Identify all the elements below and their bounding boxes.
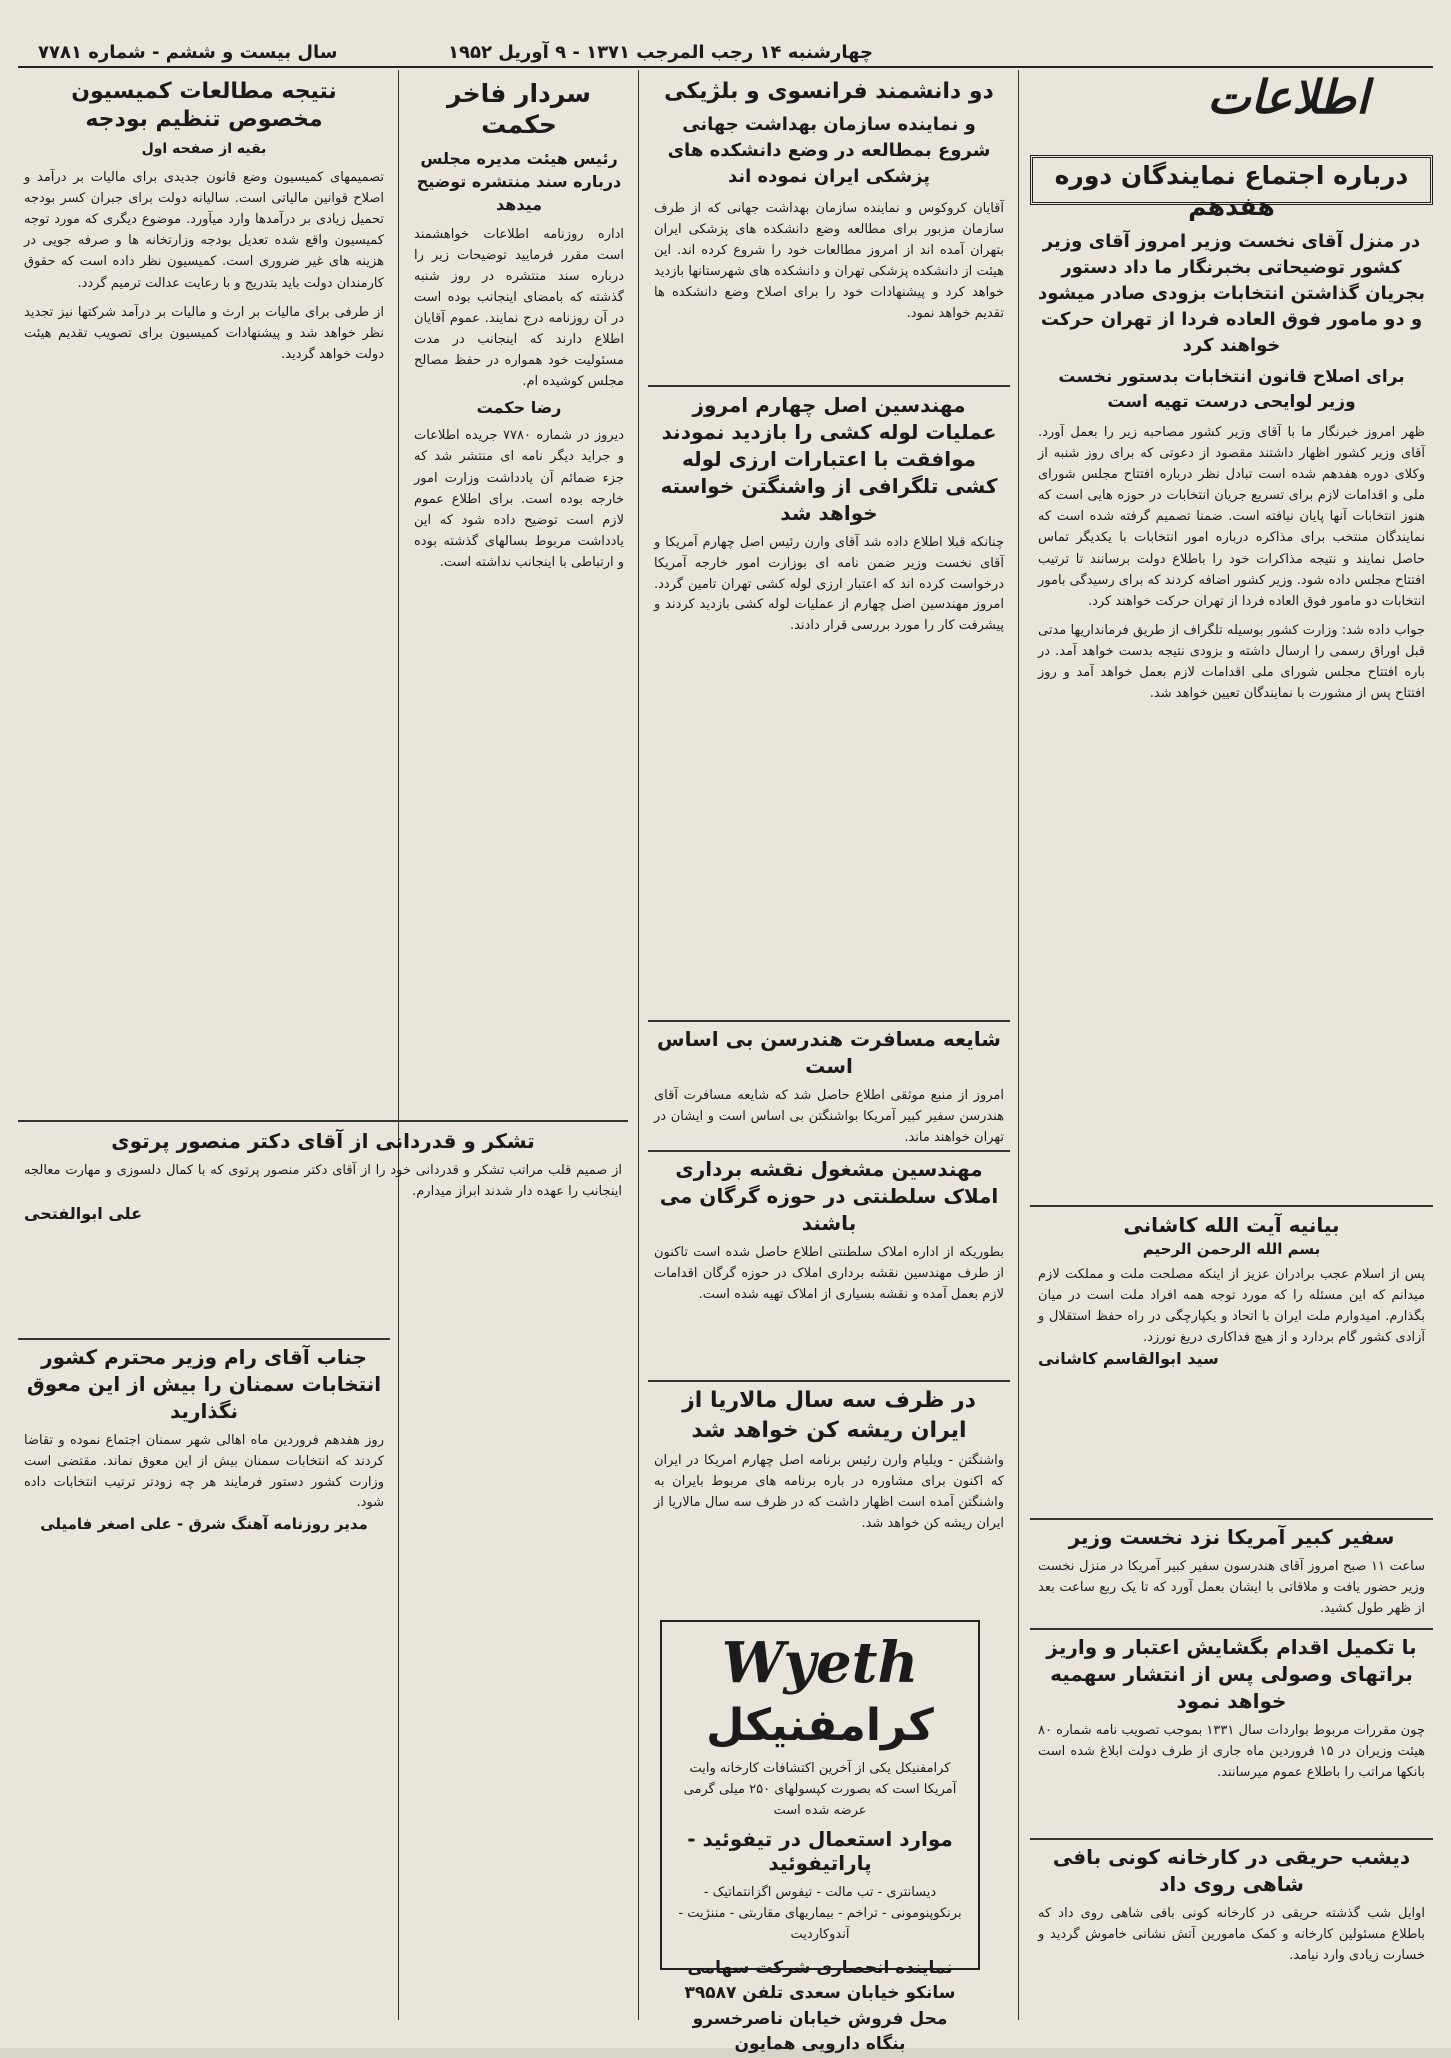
logo: اطلاعات <box>1207 70 1369 124</box>
section-rule <box>648 1150 1010 1152</box>
article-scientists <box>648 78 1010 378</box>
article-piping <box>648 392 1010 772</box>
invocation: بسم الله الرحمن الرحیم <box>1142 1240 1321 1258</box>
ad-brand: Wyeth <box>721 1630 919 1696</box>
article-thanks <box>18 1128 628 1328</box>
headline: با تکمیل اقدام بگشایش اعتبار و واریز براتهای وصولی پس از انتشار سهمیه خواهد نمود <box>1046 1635 1417 1713</box>
ad-uses: دیسانتری - تب مالت - تیفوس اگزانتماتیک - برنکوپنومونی - تراخم - بیماریهای مقاربتی - مننژیت - آندوکاردیت <box>678 1885 962 1942</box>
headline: مهندسین مشغول نقشه برداری املاک سلطنتی در حوزه گرگان می باشند <box>659 1157 999 1235</box>
section-rule <box>648 1380 1010 1382</box>
article-body-2: جواب داده شد: وزارت کشور بوسیله تلگراف از طریق فرمانداریها مدتی قبل اوراق رسمی را ارسال داشته و بزودی نتیجه بدست خواهد آمد. در باره افتتاح مجلس شورای ملی اقدامات لازم بعمل خواهد آمد و روز افتتاح پس از مشورت با نمایندگان تعیین خواهد شد. <box>1038 622 1425 701</box>
article-body: اداره روزنامه اطلاعات خواهشمند است مقرر فرمایید توضیحات زیر را درباره سند منتشره در روز شنبه گذشته که بامضای اینجانب بوده است در آن روزنامه درج نمایند. عموم آقایان اطلاع دارند که اینجانب در مدت مسئولیت خود همواره در حفظ مصالح مجلس کوشیده ام. <box>414 227 624 390</box>
article-body: بطوریکه از اداره املاک سلطنتی اطلاع حاصل شده است تاکنون از طرف مهندسین نقشه برداری املاک در حوزه گرگان اقدامات لازم بعمل آمده و نقشه بسیاری از املاک تهیه شده است. <box>654 1245 1004 1302</box>
headline: دو دانشمند فرانسوی و بلژیکی <box>664 79 994 104</box>
column-rule <box>638 70 639 2020</box>
article-body: پس از اسلام عجب برادران عزیز از اینکه مصلحت ملت و مملکت لازم میدانم که این مسئله را که مورد توجه همه افراد ملت است در میان بگذارم. امیدوارم ملت ایران با اتحاد و یکپارچگی در راه حفظ استقلال و آزادی کشور گام بردارد و از هیچ فداکاری دریغ نورزد. <box>1038 1267 1425 1345</box>
headline: دیشب حریقی در کارخانه کونی بافی شاهی روی داد <box>1052 1845 1411 1896</box>
ad-product: کرامفنیکل <box>706 1700 934 1751</box>
article-body: امروز از منبع موثقی اطلاع حاصل شد که شایعه مسافرت آقای هندرسن سفیر کبیر آمریکا بواشنگتن بی اساس است و ایشان در تهران خواهند ماند. <box>654 1088 1004 1145</box>
signature: رضا حکمت <box>476 398 562 418</box>
article-body: روز هفدهم فروردین ماه اهالی شهر سمنان اجتماع نموده و تقاضا کردند که انتخابات سمنان بیش از این معوق نماند. مقتضی است وزارت کشور دستور فرمایند هر چه زودتر ترتیب انتخابات داده شود. <box>24 1433 384 1511</box>
signature: سید ابوالقاسم کاشانی <box>1038 1349 1219 1369</box>
column-rule <box>1018 70 1019 2020</box>
headline: جناب آقای رام وزیر محترم کشور انتخابات سمنان را بیش از این معوق نگذارید <box>26 1345 382 1423</box>
article-budget <box>18 78 390 1088</box>
headline: تشکر و قدردانی از آقای دکتر منصور پرتوی <box>111 1129 535 1153</box>
article-fire <box>1030 1844 1433 2014</box>
article-henderson <box>648 1026 1010 1146</box>
top-info-line <box>18 40 1433 68</box>
ad-uses-title: موارد استعمال در تیفوئید - پاراتیفوئید <box>687 1827 953 1876</box>
headline: مهندسین اصل چهارم امروز عملیات لوله کشی را بازدید نمودند موافقت با اعتبارات ارزی لوله کشی تلگرافی از واشنگتن خواسته خواهد شد <box>660 393 998 525</box>
headline: سردار فاخر حکمت <box>447 79 591 140</box>
masthead <box>1143 70 1433 148</box>
article-body: آقایان کروکوس و نماینده سازمان بهداشت جهانی که از طرف سازمان مزبور برای مطالعه وضع دانشکده های پزشکی ایران بتهران آمده اند از امروز مطالعات خود را شروع کرده اند. این هیئت از دانشکده پزشکی تهران و دانشکده های شهرستانها بازدید خواهد کرد و پیشنهادات خود را برای اصلاح وضع دانشکده ها تقدیم خواهد نمود. <box>654 200 1004 322</box>
article-body-2: دیروز در شماره ۷۷۸۰ جریده اطلاعات و جراید دیگر نامه ای منتشر شد که جزء ضمائم آن یادداشت وزارت امور خارجه بوده است. برای اطلاع عموم لازم است توضیح داده شود که این یادداشت مربوط بسالهای گذشته بوده و ارتباطی با اینجانب نداشته است. <box>414 428 624 570</box>
signature: مدیر روزنامه آهنگ شرق - علی اصغر فامیلی <box>40 1515 368 1534</box>
subheadline: رئیس هیئت مدیره مجلس درباره سند منتشره توضیح میدهد <box>416 148 622 214</box>
section-rule <box>1030 1518 1433 1520</box>
ad-agent: نماینده انحصاری شرکت سهامی سانکو خیابان سعدی تلفن ۳۹۵۸۷ محل فروش خیابان ناصرخسرو بنگاه دارویی همایون <box>684 1957 956 2055</box>
section-rule <box>18 1338 390 1340</box>
headline: شایعه مسافرت هندرسن بی اساس است <box>657 1027 1001 1078</box>
column-rule <box>398 70 399 2020</box>
ad-description: کرامفنیکل یکی از آخرین اکتشافات کارخانه وایت آمریکا است که بصورت کپسولهای ۲۵۰ میلی گرمی عرضه شده است <box>683 1761 957 1818</box>
article-body: از صمیم قلب مراتب تشکر و قدردانی خود را از آقای دکتر منصور پرتوی که با کمال دلسوزی و مهارت معالجه اینجانب را عهده دار شدند ابراز میدارم. <box>24 1163 622 1199</box>
article-body: اوایل شب گذشته حریقی در کارخانه کونی بافی شاهی روی داد که باطلاع مسئولین کارخانه و کمک مامورین آتش نشانی خاموش گردید و خسارت زیادی وارد نیامد. <box>1038 1906 1425 1963</box>
article-body-2: از طرفی برای مالیات بر ارث و مالیات بر درآمد شرکتها نیز تجدید نظر خواهد شد و پیشنهادات کمیسیون برای تصویب تقدیم هیئت دولت خواهد گردید. <box>24 304 384 362</box>
article-malaria <box>648 1386 1010 1611</box>
article-body: واشنگتن - ویلیام وارن رئیس برنامه اصل چهارم امریکا در ایران که اکنون برای مشاوره در باره برنامه های مربوط بایران به واشنگتن آمده است اظهار داشت که در ظرف سه سال مالاریا از ایران ریشه کن خواهد شد. <box>654 1453 1004 1531</box>
article-banks <box>1030 1634 1433 1834</box>
article-body: ساعت ۱۱ صبح امروز آقای هندرسون سفیر کبیر آمریکا در منزل نخست وزیر حضور یافت و ملاقاتی با ایشان بعمل آورد که تا یک ربع ساعت بعد از ظهر طول کشید. <box>1038 1559 1425 1616</box>
article-nomayandegan <box>1030 160 1433 1200</box>
headline: بیانیه آیت الله کاشانی <box>1123 1213 1340 1237</box>
date-line: چهارشنبه ۱۴ رجب المرجب ۱۳۷۱ - ۹ آوریل ۱۹۵۲ <box>448 42 873 63</box>
section-rule <box>1030 1628 1433 1630</box>
article-gorgan <box>648 1156 1010 1376</box>
subheadline: و نماینده سازمان بهداشت جهانی شروع بمطالعه در وضع دانشکده های پزشکی ایران نموده اند <box>667 113 991 187</box>
issue-line: سال بیست و ششم - شماره ۷۷۸۱ <box>38 42 338 63</box>
subheadline-2: برای اصلاح قانون انتخابات بدستور نخست وزیر لوایحی درست تهیه است <box>1058 366 1405 412</box>
wyeth-advertisement <box>660 1620 980 2055</box>
article-ambassador <box>1030 1524 1433 1624</box>
article-body: چون مقررات مربوط بواردات سال ۱۳۳۱ بموجب تصویب نامه شماره ۸۰ هیئت وزیران در ۱۵ فروردین ماه جاری از طرف دولت ابلاغ شده است بانکها مراتب را باطلاع عموم میرسانند. <box>1038 1723 1425 1780</box>
headline: نتیجه مطالعات کمیسیون مخصوص تنظیم بودجه <box>71 79 337 132</box>
section-rule <box>1030 1205 1433 1207</box>
article-semnan <box>18 1344 390 1644</box>
article-body: ظهر امروز خبرنگار ما با آقای وزیر کشور مصاحبه زیر را بعمل آورد. آقای وزیر کشور اظهار داشتند مقصود از دعوتی که برای روز شنبه از وکلای دوره هفدهم شده است تبادل نظر درباره افتتاح مجلس شورای ملی و اقدامات لازم برای تسریع جریان انتخابات در حوزه هایی است که هنوز انتخابات آنها پایان نیافته است. ضمنا تصمیم گرفته شده است که نمایندگان منتخب برای مذاکره درباره امور انتخابات با یکدیگر تماس حاصل نمایند و نتیجه مذاکرات خود را باطلاع دولت برسانند تا ترتیب افتتاح مجلس داده شود. وزیر کشور اضافه کردند که برای رسیدگی بامور انتخابات دو مامور فوق العاده فردا از تهران حرکت خواهند کرد. <box>1038 425 1425 609</box>
article-body: تصمیمهای کمیسیون وضع قانون جدیدی برای مالیات بر درآمد و اصلاح قوانین مالیاتی است. سالیانه دولت برای جبران کسر بودجه تحمیل زیادی بر درآمدها وارد میآورد. موضوع دیگری که مورد توجه کمیسیون واقع شده تعدیل بودجه وزارتخانه ها و صرفه جویی در هزینه های غیر ضروری است. کمیسیون نظر داده است که حقوق کارمندان دولت باید بتدریج و با رعایت عدالت ترمیم گردد. <box>24 170 384 291</box>
section-rule <box>1030 1838 1433 1840</box>
article-kashani <box>1030 1212 1433 1512</box>
headline: در ظرف سه سال مالاریا از ایران ریشه کن خواهد شد <box>682 1388 976 1443</box>
section-rule <box>648 1020 1010 1022</box>
subheadline: در منزل آقای نخست وزیر امروز آقای وزیر کشور توضیحاتی بخبرنگار ما داد دستور بجریان گذاشتن انتخابات بزودی صادر میشود و دو مامور فوق العاده فردا از تهران حرکت خواهند کرد <box>1038 230 1425 356</box>
section-rule <box>18 1120 628 1122</box>
signature: علی ابوالفتحی <box>24 1203 142 1223</box>
section-rule <box>648 385 1010 387</box>
article-body: چنانکه قبلا اطلاع داده شد آقای وارن رئیس اصل چهارم آمریکا و آقای نخست وزیر ضمن نامه ای بوزارت امور خارجه آمریکا درخواست کرده اند که اعتبار ارزی لوله کشی تهران تامین گردد. امروز مهندسین اصل چهارم از عملیات لوله کشی بازدید کردند و پیشرفت کار را مورد بررسی قرار دادند. <box>654 535 1004 634</box>
headline: درباره اجتماع نمایندگان دوره هفدهم <box>1054 161 1409 222</box>
headline: سفیر کبیر آمریکا نزد نخست وزیر <box>1068 1525 1395 1549</box>
continued-note: بقیه از صفحه اول <box>141 141 267 157</box>
